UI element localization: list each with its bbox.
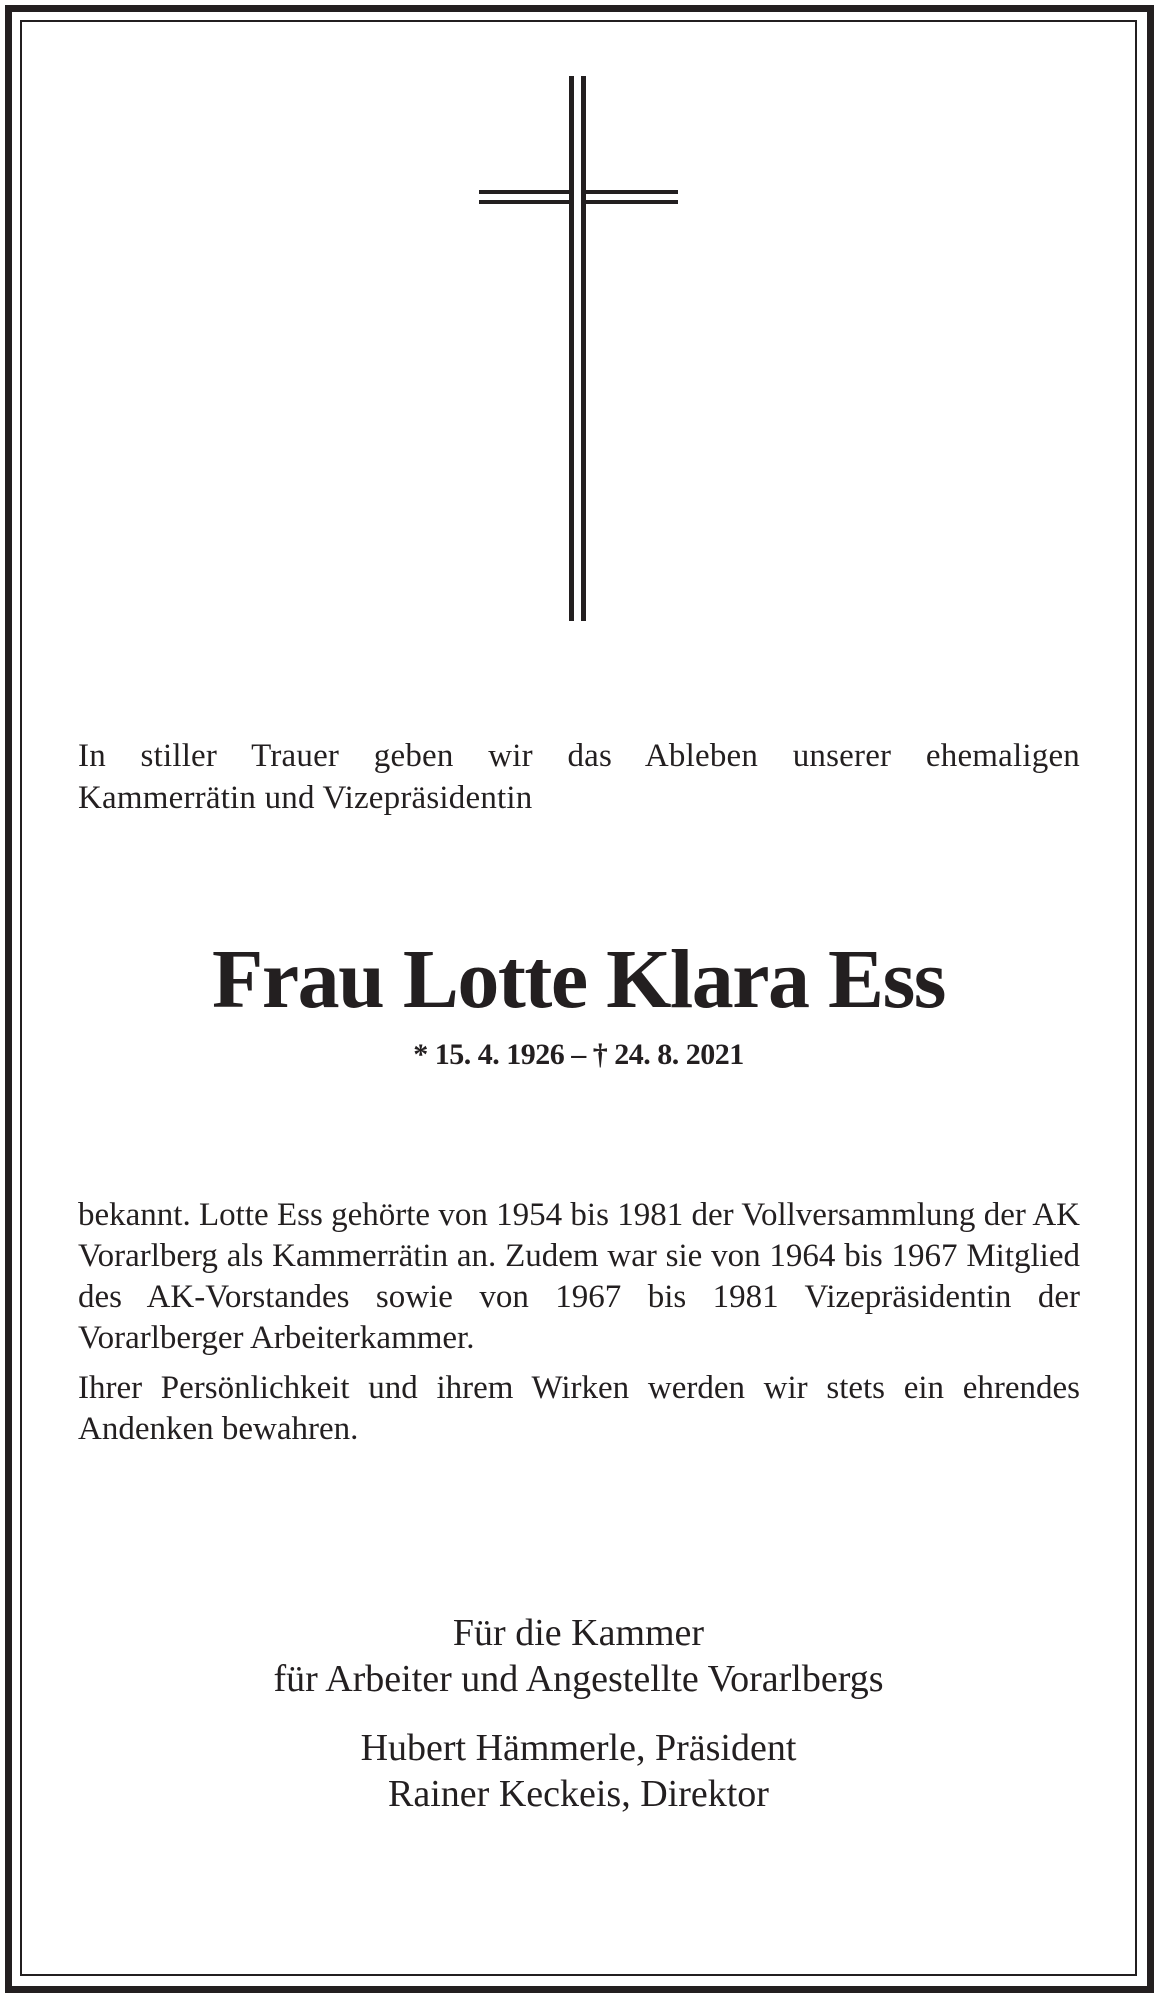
- life-dates: * 15. 4. 1926 – † 24. 8. 2021: [413, 1038, 744, 1071]
- intro-text: [78, 735, 1080, 819]
- obituary-body: [78, 1195, 1080, 1459]
- organization-signoff: [0, 1610, 1157, 1702]
- body-paragraph-1: bekannt. Lotte Ess gehörte von 1954 bis 1981 der Vollversammlung der AK Vorarlberg als Kammerrätin an. Zudem war sie von 1964 bis 1967 Mitglied des AK-Vorstandes sowie von 1967 bis 1981 Vizepräsidentin der Vorarlberger Arbeiterkammer.: [78, 1197, 1080, 1356]
- signers: [0, 1725, 1157, 1817]
- signoff-line-1: Für die Kammer: [452, 1612, 705, 1654]
- deceased-name: Frau Lotte Klara Ess: [212, 933, 945, 1026]
- intro-line-1: In stiller Trauer geben wir das Ableben unserer ehemaligen: [78, 738, 1080, 774]
- signoff-line-2: für Arbeiter und Angestellte Vorarlbergs: [273, 1658, 884, 1700]
- body-paragraph-2: Ihrer Persönlichkeit und ihrem Wirken werden wir stets ein ehrendes Andenken bewahren.: [78, 1370, 1080, 1447]
- signer-director: Rainer Keckeis, Direktor: [388, 1773, 769, 1815]
- intro-line-2: Kammerrätin und Vizepräsidentin: [78, 780, 533, 816]
- cross-icon: [0, 0, 1157, 640]
- signer-president: Hubert Hämmerle, Präsident: [360, 1727, 797, 1769]
